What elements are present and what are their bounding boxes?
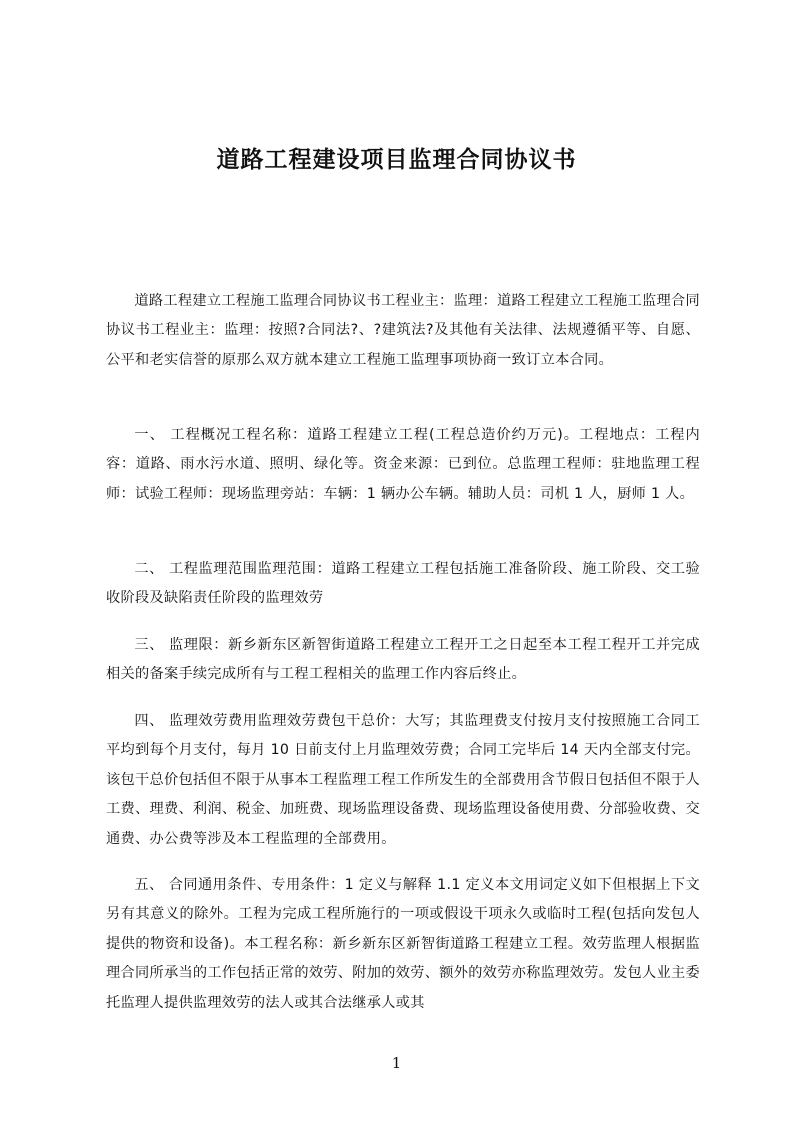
page-number: 1 bbox=[391, 1054, 402, 1072]
paragraph-project-overview: 一、 工程概况工程名称：道路工程建立工程(工程总造价约万元)。工程地点：工程内容：道路、雨水污水道、照明、绿化等。资金来源：已到位。总监理工程师：驻地监理工程师：试验工程师：现场监理旁站：车辆：1 辆办公车辆。辅助人员：司机 1 人，厨师 1 人。 bbox=[106, 427, 700, 502]
paragraph-supervision-scope: 二、 工程监理范围监理范围：道路工程建立工程包括施工准备阶段、施工阶段、交工验收阶段及缺陷责任阶段的监理效劳 bbox=[106, 561, 700, 607]
paragraph-supervision-period: 三、 监理限：新乡新东区新智街道路工程建立工程开工之日起至本工程工程开工并完成相关的备案手续完成所有与工程工程相关的监理工作内容后终止。 bbox=[106, 637, 700, 683]
paragraph-general-conditions: 五、 合同通用条件、专用条件：1 定义与解释 1.1 定义本文用词定义如下但根据上下文另有其意义的除外。工程为完成工程所施行的一项或假设干项永久或临时工程(包括向发包人提供的物资和设备)。本工程名称：新乡新东区新智街道路工程建立工程。效劳监理人根据监理合同所承当的工作包括正常的效劳、附加的效劳、额外的效劳亦称监理效劳。发包人业主委托监理人提供监理效劳的法人或其合法继承人或其 bbox=[106, 877, 700, 1011]
paragraph-preamble: 道路工程建立工程施工监理合同协议书工程业主：监理：道路工程建立工程施工监理合同协议书工程业主：监理：按照?合同法?、?建筑法?及其他有关法律、法规遵循平等、自愿、公平和老实信誉的原那么双方就本建立工程施工监理事项协商一致订立本合同。 bbox=[106, 293, 700, 368]
document-title: 道路工程建设项目监理合同协议书 bbox=[216, 147, 577, 173]
paragraph-service-fee: 四、 监理效劳费用监理效劳费包干总价：大写；其监理费支付按月支付按照施工合同工平均到每个月支付，每月 10 日前支付上月监理效劳费；合同工完毕后 14 天内全部支付完。该包干总价包括但不限于从事本工程监理工程工作所发生的全部费用含节假日包括但不限于人工费、理费、利润、税金、加班费、现场监理设备费、现场监理设备使用费、分部验收费、交通费、办公费等涉及本工程监理的全部费用。 bbox=[106, 713, 700, 847]
